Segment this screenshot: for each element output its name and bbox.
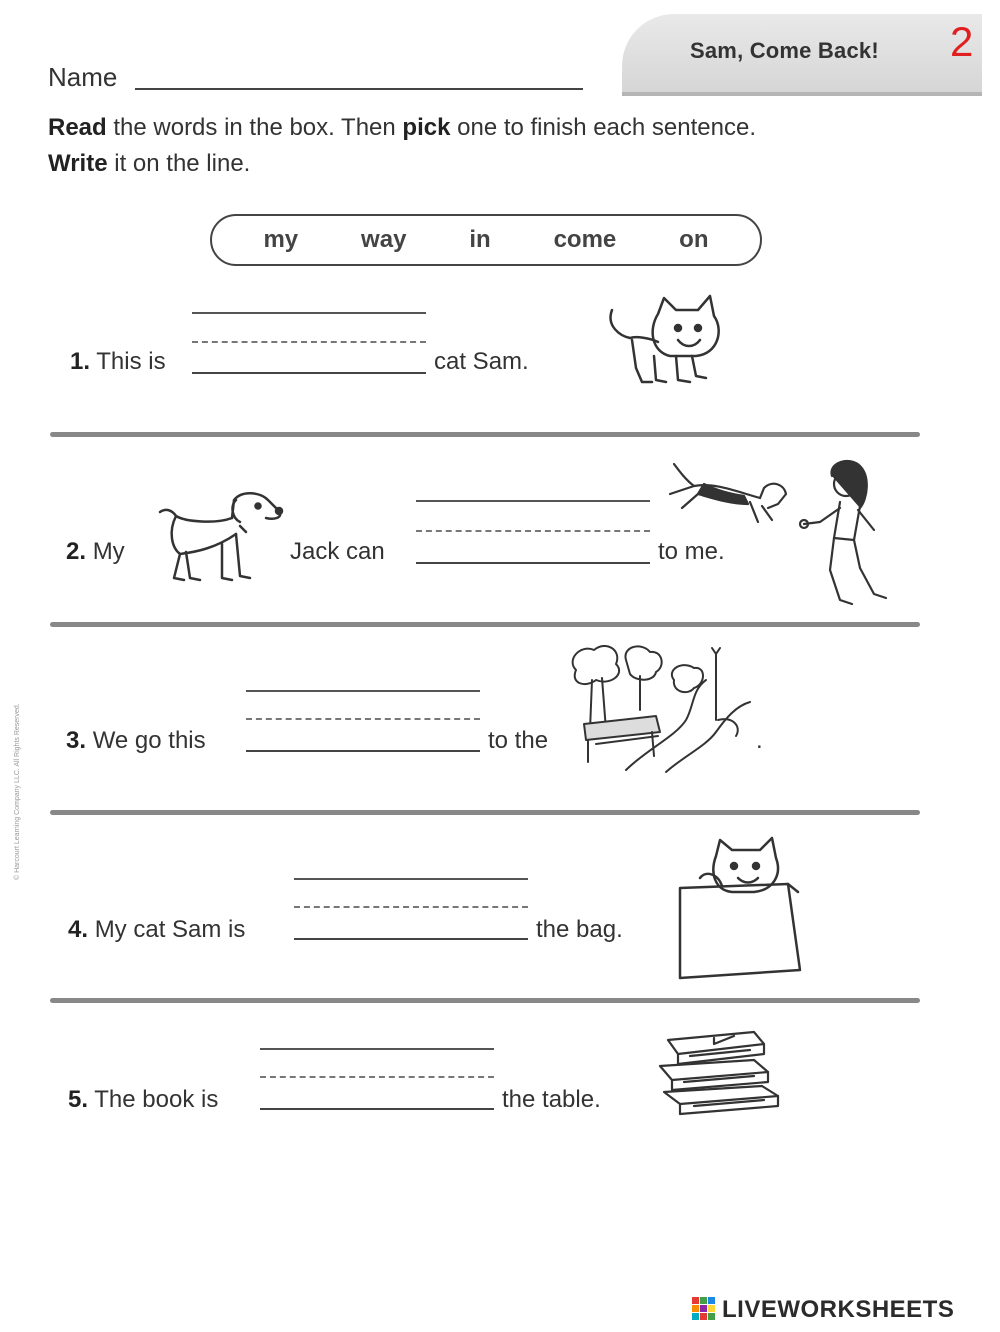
- word-option: in: [469, 226, 491, 253]
- sentence-5-start: 5. The book is: [68, 1086, 219, 1113]
- sentence-3-start: 3. We go this: [66, 727, 206, 754]
- answer-line-2[interactable]: [416, 562, 650, 564]
- instructions-line-2: Write it on the line.: [48, 150, 251, 177]
- writing-guide-dashed: [260, 1076, 494, 1078]
- liveworksheets-brand: LIVEWORKSHEETS: [722, 1296, 955, 1323]
- writing-guide-top: [260, 1048, 494, 1050]
- instructions-line-1: Read the words in the box. Then pick one to finish each sentence.: [48, 114, 756, 141]
- books-illustration: [654, 1026, 786, 1118]
- word-box: [210, 214, 762, 266]
- page-number: 2: [950, 18, 974, 65]
- sentence-5-end: the table.: [502, 1086, 601, 1113]
- word-option: on: [679, 226, 709, 253]
- word-option: come: [553, 226, 617, 253]
- answer-line-1[interactable]: [192, 372, 426, 374]
- writing-guide-dashed: [416, 530, 650, 532]
- section-divider: [50, 810, 920, 815]
- writing-guide-top: [294, 878, 528, 880]
- name-input-line[interactable]: [135, 88, 583, 90]
- section-divider: [50, 998, 920, 1003]
- writing-guide-top: [416, 500, 650, 502]
- answer-line-5[interactable]: [260, 1108, 494, 1110]
- writing-guide-top: [192, 312, 426, 314]
- writing-guide-dashed: [246, 718, 480, 720]
- writing-guide-top: [246, 690, 480, 692]
- copyright-credit: © Harcourt Learning Company LLC. All Rights Reserved.: [14, 703, 21, 880]
- writing-guide-dashed: [294, 906, 528, 908]
- writing-guide-dashed: [192, 341, 426, 343]
- sentence-2-start: 2. My: [66, 538, 125, 565]
- sentence-1-end: cat Sam.: [434, 348, 529, 375]
- answer-line-3[interactable]: [246, 750, 480, 752]
- park-illustration: [566, 640, 766, 780]
- sentence-2-end: to me.: [658, 538, 725, 565]
- cat-in-bag-illustration: [670, 834, 810, 984]
- sentence-2-middle: Jack can: [290, 538, 385, 565]
- sentence-4-end: the bag.: [536, 916, 623, 943]
- name-label: Name: [48, 62, 118, 92]
- liveworksheets-logo-icon: [692, 1297, 716, 1321]
- word-option: way: [361, 226, 407, 253]
- answer-line-4[interactable]: [294, 938, 528, 940]
- word-option: my: [263, 226, 299, 253]
- section-divider: [50, 622, 920, 627]
- girl-and-dog-illustration: [664, 458, 934, 608]
- sentence-3-period: .: [756, 727, 763, 754]
- worksheet-title: Sam, Come Back!: [690, 38, 879, 63]
- sentence-1-start: 1. This is: [70, 348, 166, 375]
- cat-illustration: [606, 296, 726, 388]
- section-divider: [50, 432, 920, 437]
- sentence-4-start: 4. My cat Sam is: [68, 916, 246, 943]
- sentence-3-end: to the: [488, 727, 549, 754]
- dog-jack-illustration: [156, 492, 286, 588]
